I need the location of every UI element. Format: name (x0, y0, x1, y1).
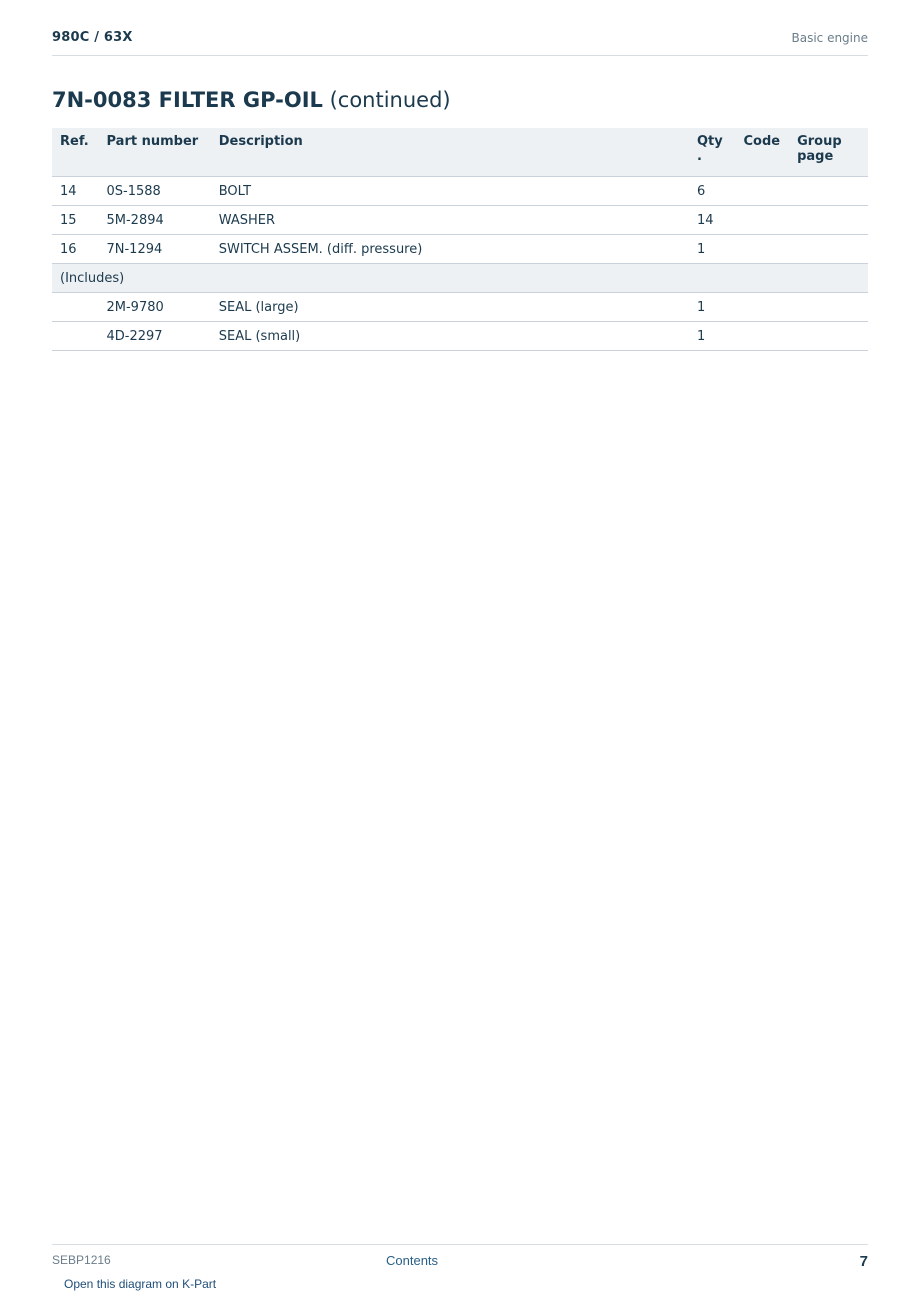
col-part-number: Part number (99, 128, 211, 177)
kpart-link[interactable]: Open this diagram on K-Part (64, 1277, 217, 1291)
title-main: 7N-0083 FILTER GP-OIL (52, 88, 323, 112)
cell-qty: 6 (689, 177, 736, 206)
cell-ref: 14 (52, 177, 99, 206)
cell-group (789, 206, 868, 235)
cell-desc: BOLT (211, 177, 689, 206)
cell-group (789, 177, 868, 206)
col-description: Description (211, 128, 689, 177)
document-id: SEBP1216 (52, 1253, 111, 1267)
table-row (52, 293, 868, 322)
section-label: Basic engine (791, 31, 868, 45)
cell-ref (52, 322, 99, 351)
table-row (52, 235, 868, 264)
cell-group (789, 322, 868, 351)
title-suffix: (continued) (329, 88, 451, 112)
cell-group (789, 235, 868, 264)
cell-qty: 14 (689, 206, 736, 235)
cell-qty: 1 (689, 322, 736, 351)
cell-desc: WASHER (211, 206, 689, 235)
cell-qty: 1 (689, 235, 736, 264)
page-number: 7 (859, 1253, 868, 1270)
includes-row (52, 264, 868, 293)
col-code: Code (736, 128, 790, 177)
cell-code (736, 206, 790, 235)
model-label: 980C / 63X (52, 30, 133, 45)
table-header-row (52, 128, 868, 177)
col-group-page: Group page (789, 128, 868, 177)
cell-ref (52, 293, 99, 322)
cell-part: 7N-1294 (99, 235, 211, 264)
contents-link[interactable]: Contents (386, 1253, 439, 1268)
cell-code (736, 177, 790, 206)
col-qty: Qty . (689, 128, 736, 177)
table-row (52, 322, 868, 351)
page-footer (52, 1244, 868, 1301)
cell-part: 2M-9780 (99, 293, 211, 322)
table-row (52, 206, 868, 235)
cell-ref: 16 (52, 235, 99, 264)
cell-part: 5M-2894 (99, 206, 211, 235)
col-ref: Ref. (52, 128, 99, 177)
cell-desc: SEAL (large) (211, 293, 689, 322)
cell-code (736, 293, 790, 322)
cell-group (789, 293, 868, 322)
cell-code (736, 235, 790, 264)
table-row (52, 177, 868, 206)
cell-desc: SEAL (small) (211, 322, 689, 351)
parts-table (52, 128, 868, 351)
includes-label: (Includes) (52, 264, 868, 293)
page-header (52, 28, 868, 56)
cell-ref: 15 (52, 206, 99, 235)
cell-qty: 1 (689, 293, 736, 322)
cell-code (736, 322, 790, 351)
cell-desc: SWITCH ASSEM. (diff. pressure) (211, 235, 689, 264)
cell-part: 4D-2297 (99, 322, 211, 351)
page-title (52, 88, 451, 112)
cell-part: 0S-1588 (99, 177, 211, 206)
